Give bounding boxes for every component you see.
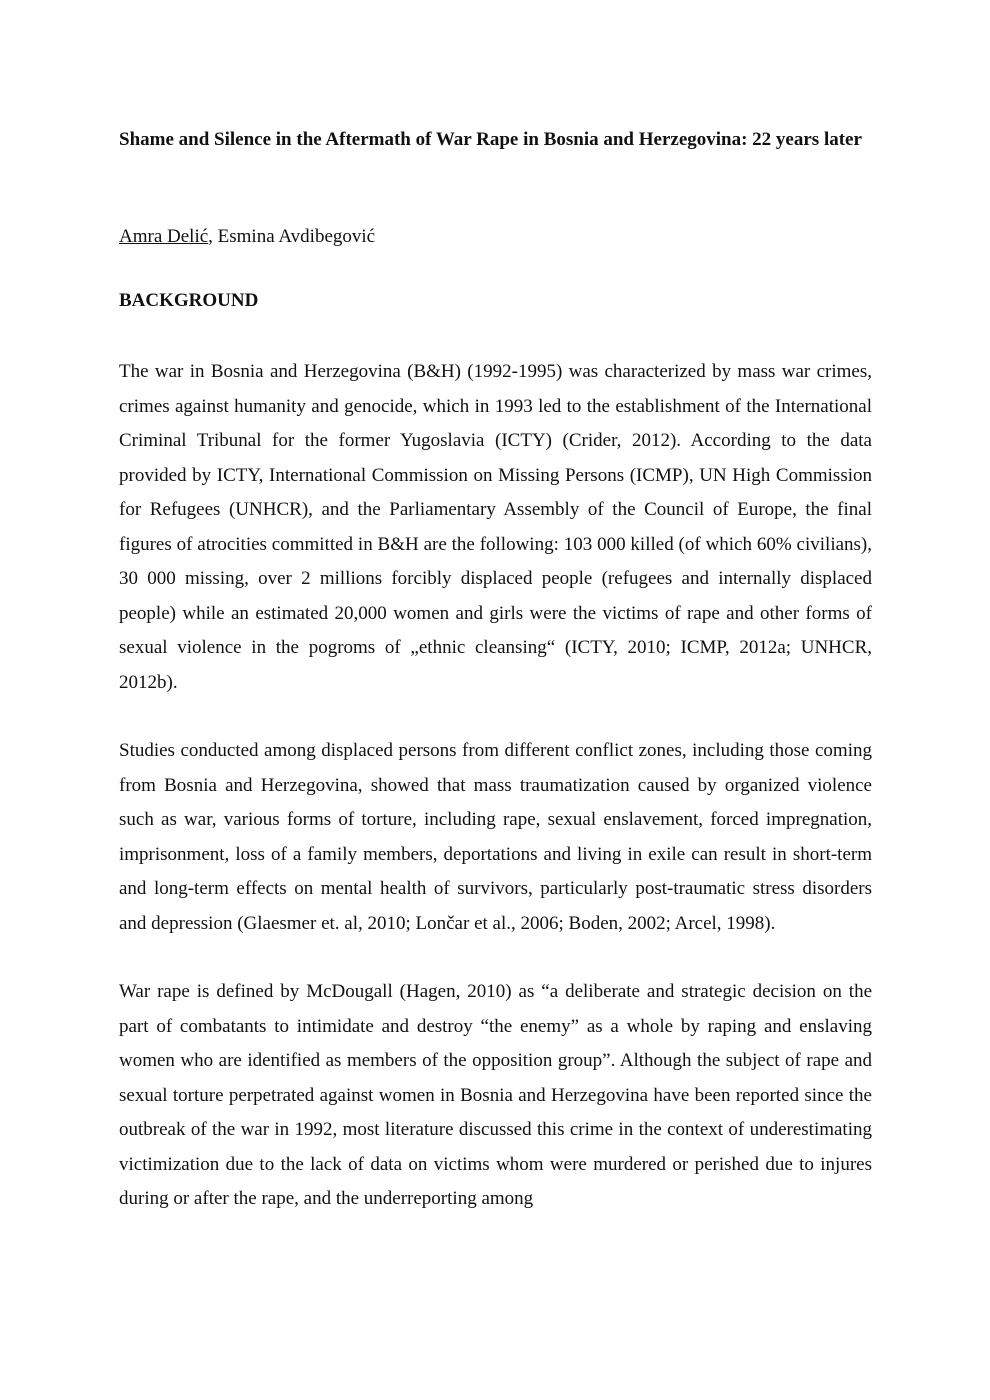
author-list [119,225,872,249]
body-paragraph: Studies conducted among displaced persons from different conflict zones, including those coming from Bosnia and Herzegovina, showed that mass traumatization caused by organized violence such as war, various forms of torture, including rape, sexual enslavement, forced impregnation, imprisonment, loss of a family members, deportations and living in exile can result in short-term and long-term effects on mental health of survivors, particularly post-traumatic stress disorders and depression (Glaesmer et. al, 2010; Lončar et al., 2006; Boden, 2002; Arcel, 1998). [119,740,872,934]
body-paragraph: The war in Bosnia and Herzegovina (B&H) (1992-1995) was characterized by mass war crimes, crimes against humanity and genocide, which in 1993 led to the establishment of the International Criminal Tribunal for the former Yugoslavia (ICTY) (Crider, 2012). According to the data provided by ICTY, International Commission on Missing Persons (ICMP), UN High Commission for Refugees (UNHCR), and the Parliamentary Assembly of the Council of Europe, the final figures of atrocities committed in B&H are the following: 103 000 killed (of which 60% civilians), 30 000 missing, over 2 millions forcibly displaced people (refugees and internally displaced people) while an estimated 20,000 women and girls were the victims of rape and other forms of sexual violence in the pogroms of „ethnic cleansing“ (ICTY, 2010; ICMP, 2012a; UNHCR, 2012b). [119,361,872,693]
section-heading: BACKGROUND [119,290,259,311]
author-name: Amra Delić [119,226,209,247]
author-separator: , [208,226,218,247]
paper-title: Shame and Silence in the Aftermath of War Rape in Bosnia and Herzegovina: 22 years later [119,129,862,150]
document-page [119,128,872,1217]
author-name: Esmina Avdibegović [217,226,376,247]
body-paragraph: War rape is defined by McDougall (Hagen, 2010) as “a deliberate and strategic decision on the part of combatants to intimidate and destroy “the enemy” as a whole by raping and enslaving women who are identified as members of the opposition group”. Although the subject of rape and sexual torture perpetrated against women in Bosnia and Herzegovina have been reported since the outbreak of the war in 1992, most literature discussed this crime in the context of underestimating victimization due to the lack of data on victims whom were murdered or perished due to injures during or after the rape, and the underreporting among [119,981,872,1209]
